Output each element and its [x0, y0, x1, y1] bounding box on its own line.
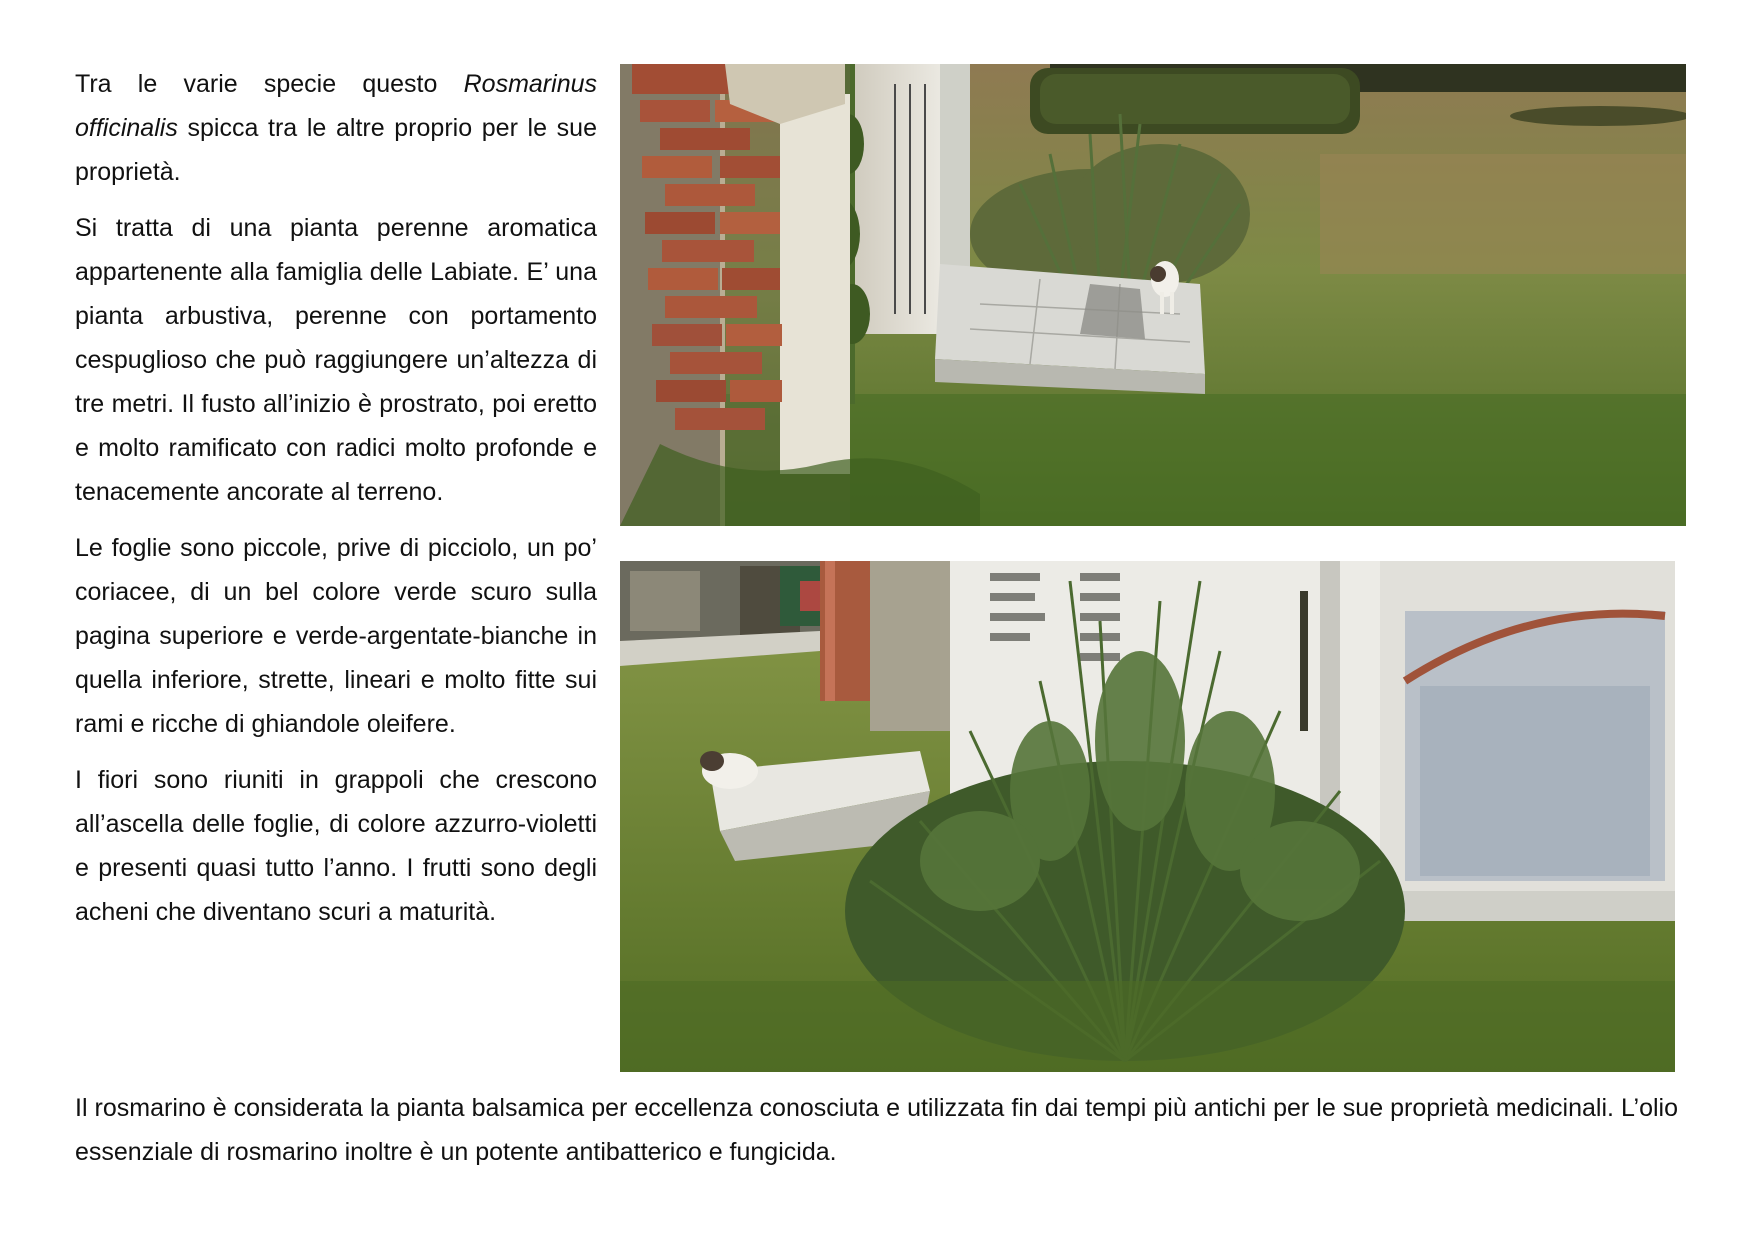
paragraph-intro [75, 62, 597, 194]
paragraph-leaves: Le foglie sono piccole, prive di picciolo, un po’ coriacee, di un bel colore verde scuro sulla pagina superiore e verde-argentate-bianche in quella inferiore, strette, lineari e molto fitte sui rami e ricche di ghiandole oleifere. [75, 534, 597, 738]
left-text-column [75, 62, 597, 934]
photo-rosemary-by-brick-pillar [620, 64, 1686, 526]
paragraph-balsamic: Il rosmarino è considerata la pianta balsamica per eccellenza conosciuta e utilizzata fin dai tempi più antichi per le sue proprietà medicinali. L’olio essenziale di rosmarino inoltre è un potente antibatterico e fungicida. [75, 1094, 1678, 1166]
photo-rosemary-bush-tombs [620, 561, 1675, 1072]
paragraph-intro-lead: Tra le varie specie questo [75, 70, 464, 98]
paragraph-description: Si tratta di una pianta perenne aromatica appartenente alla famiglia delle Labiate. E’ una pianta arbustiva, perenne con portamento cespuglioso che può raggiungere un’altezza di tre metri. Il fusto all’inizio è prostrato, poi eretto e molto ramificato con radici molto profonde e tenacemente ancorate al terreno. [75, 214, 597, 506]
paragraph-intro-rest: spicca tra le altre proprio per le sue proprietà. [75, 114, 597, 186]
species-name: Rosmarinus officinalis [75, 70, 597, 142]
paragraph-flowers: I fiori sono riuniti in grappoli che crescono all’ascella delle foglie, di colore azzurro-violetti e presenti quasi tutto l’anno. I frutti sono degli acheni che diventano scuri a maturità. [75, 766, 597, 926]
bottom-text-block [75, 1086, 1678, 1174]
